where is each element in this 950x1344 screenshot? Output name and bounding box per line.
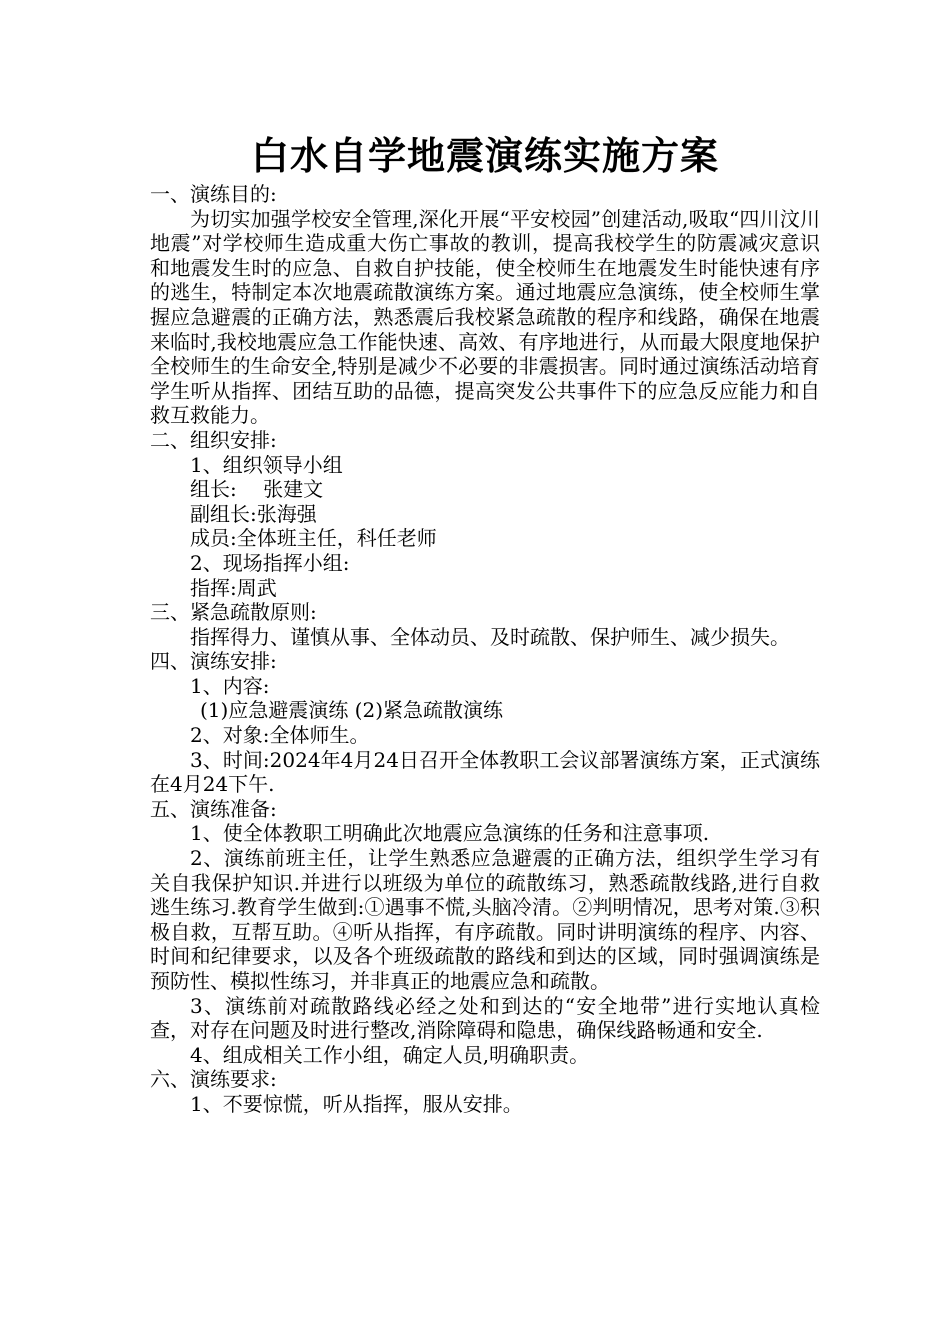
org-vice-leader: 副组长:张海强 bbox=[190, 501, 317, 526]
section-heading-purpose: 一、演练目的: bbox=[150, 182, 277, 206]
org-leader: 组长: 张建文 bbox=[190, 477, 324, 502]
arrangement-content: 1、内容: bbox=[190, 673, 270, 698]
section-heading-requirements: 六、演练要求: bbox=[150, 1067, 277, 1092]
preparation-item-2: 2、演练前班主任，让学生熟悉应急避震的正确方法，组织学生学习有关自我保护知识.并进行以班级为单位的疏散练习，熟悉疏散线路,进行自救逃生练习.教育学生做到:①遇事不慌,头脑冷清。②判明情况，思考对策.③积极自救，互帮互助。④听从指挥，有序疏散。同时讲明演练的程序、内容、时间和纪律要求，以及各个班级疏散的路线和到达的区域，同时强调演练是预防性、模拟性练习，并非真正的地震应急和疏散。 bbox=[150, 846, 820, 993]
preparation-item-4: 4、组成相关工作小组，确定人员,明确职责。 bbox=[190, 1042, 590, 1067]
section-heading-arrangement: 四、演练安排: bbox=[150, 649, 277, 674]
preparation-item-1: 1、使全体教职工明确此次地震应急演练的任务和注意事项. bbox=[190, 821, 710, 846]
section-heading-preparation: 五、演练准备: bbox=[150, 796, 277, 821]
requirements-item-1: 1、不要惊慌，听从指挥，服从安排。 bbox=[190, 1091, 523, 1116]
document-page bbox=[150, 130, 820, 1117]
section-heading-organization: 二、组织安排: bbox=[150, 427, 277, 452]
org-commander: 指挥:周武 bbox=[190, 575, 277, 600]
purpose-paragraph: 为切实加强学校安全管理,深化开展“平安校园”创建活动,吸取“四川汶川地震”对学校师生造成重大伤亡事故的教训，提高我校学生的防震减灾意识和地震发生时的应急、自救自护技能，使全校师生在地震发生时能快速有序的逃生，特制定本次地震疏散演练方案。通过地震应急演练，使全校师生掌握应急避震的正确方法，熟悉震后我校紧急疏散的程序和线路，确保在地震来临时,我校地震应急工作能快速、高效、有序地进行，从而最大限度地保护全校师生的生命安全,特别是减少不必要的非震损害。同时通过演练活动培育学生听从指挥、团结互助的品德，提高突发公共事件下的应急反应能力和自救互救能力。 bbox=[150, 206, 820, 428]
org-item-leadership-group: 1、组织领导小组 bbox=[190, 452, 343, 477]
document-title: 白水自学地震演练实施方案 bbox=[250, 133, 719, 178]
preparation-item-3: 3、演练前对疏散路线必经之处和到达的“安全地带”进行实地认真检查，对存在问题及时进行整改,消除障碍和隐患，确保线路畅通和安全. bbox=[150, 993, 820, 1043]
arrangement-target: 2、对象:全体师生。 bbox=[190, 723, 370, 748]
arrangement-content-detail: (1)应急避震演练 (2)紧急疏散演练 bbox=[200, 698, 504, 723]
arrangement-time: 3、时间:2024年4月24日召开全体教职工会议部署演练方案，正式演练在4月24下午. bbox=[150, 747, 820, 797]
principles-paragraph: 指挥得力、谨慎从事、全体动员、及时疏散、保护师生、减少损失。 bbox=[190, 624, 790, 649]
org-members: 成员:全体班主任，科任老师 bbox=[190, 526, 437, 551]
section-heading-principles: 三、紧急疏散原则: bbox=[150, 600, 317, 625]
org-item-command-group: 2、现场指挥小组: bbox=[190, 550, 350, 575]
